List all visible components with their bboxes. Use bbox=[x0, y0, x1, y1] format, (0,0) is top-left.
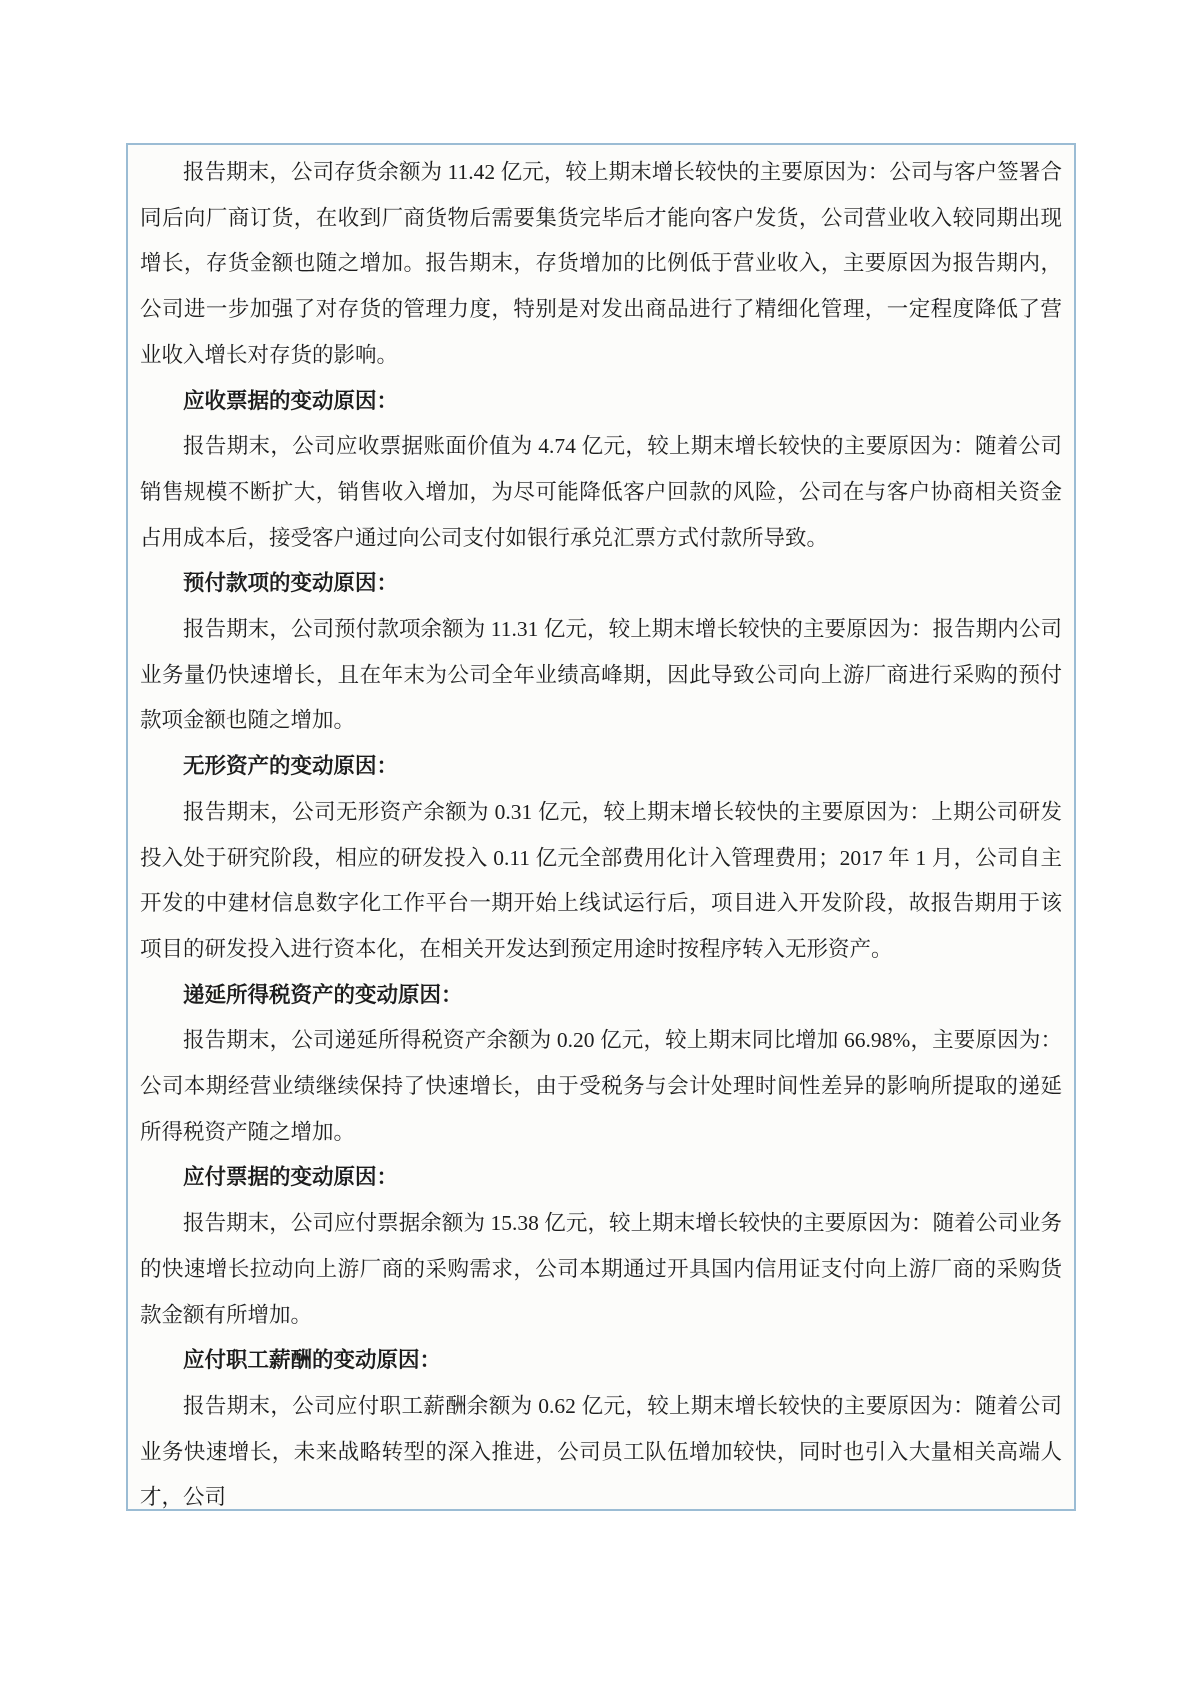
heading-deferred-tax-assets: 递延所得税资产的变动原因： bbox=[183, 982, 463, 1007]
paragraph-notes-payable-change: 报告期末，公司应付票据余额为 15.38 亿元，较上期末增长较快的主要原因为：随着公司业务的快速增长拉动向上游厂商的采购需求，公司本期通过开具国内信用证支付向上游厂商的采购货款金额有所增加。 bbox=[140, 1211, 1062, 1327]
paragraph-deferred-tax-assets-change: 报告期末，公司递延所得税资产余额为 0.20 亿元，较上期末同比增加 66.98%，主要原因为：公司本期经营业绩继续保持了快速增长，由于受税务与会计处理时间性差异的影响所提取的递延所得税资产随之增加。 bbox=[140, 1028, 1062, 1144]
report-text-panel bbox=[126, 143, 1076, 1511]
paragraph-inventory-change: 报告期末，公司存货余额为 11.42 亿元，较上期末增长较快的主要原因为：公司与客户签署合同后向厂商订货，在收到厂商货物后需要集货完毕后才能向客户发货，公司营业收入较同期出现增长，存货金额也随之增加。报告期末，存货增加的比例低于营业收入，主要原因为报告期内，公司进一步加强了对存货的管理力度，特别是对发出商品进行了精细化管理，一定程度降低了营业收入增长对存货的影响。 bbox=[140, 160, 1062, 367]
paragraph-intangible-assets-change: 报告期末，公司无形资产余额为 0.31 亿元，较上期末增长较快的主要原因为：上期公司研发投入处于研究阶段，相应的研发投入 0.11 亿元全部费用化计入管理费用；2017 年 1 月，公司自主开发的中建材信息数字化工作平台一期开始上线试运行后，项目进入开发阶段，故报告期用于该项目的研发投入进行资本化，在相关开发达到预定用途时按程序转入无形资产。 bbox=[140, 799, 1062, 961]
paragraph-prepayments-change: 报告期末，公司预付款项余额为 11.31 亿元，较上期末增长较快的主要原因为：报告期内公司业务量仍快速增长，且在年末为公司全年业绩高峰期，因此导致公司向上游厂商进行采购的预付款项金额也随之增加。 bbox=[140, 617, 1062, 733]
heading-intangible-assets: 无形资产的变动原因： bbox=[183, 754, 399, 779]
heading-prepayments: 预付款项的变动原因： bbox=[183, 571, 399, 596]
heading-employee-compensation-payable: 应付职工薪酬的变动原因： bbox=[183, 1348, 442, 1373]
heading-notes-payable: 应付票据的变动原因： bbox=[183, 1165, 399, 1190]
paragraph-employee-compensation-payable-change: 报告期末，公司应付职工薪酬余额为 0.62 亿元，较上期末增长较快的主要原因为：随着公司业务快速增长，未来战略转型的深入推进，公司员工队伍增加较快，同时也引入大量相关高端人才，公司 bbox=[140, 1393, 1062, 1510]
heading-notes-receivable: 应收票据的变动原因： bbox=[183, 388, 399, 413]
paragraph-notes-receivable-change: 报告期末，公司应收票据账面价值为 4.74 亿元，较上期末增长较快的主要原因为：随着公司销售规模不断扩大，销售收入增加，为尽可能降低客户回款的风险，公司在与客户协商相关资金占用成本后，接受客户通过向公司支付如银行承兑汇票方式付款所导致。 bbox=[140, 434, 1062, 550]
